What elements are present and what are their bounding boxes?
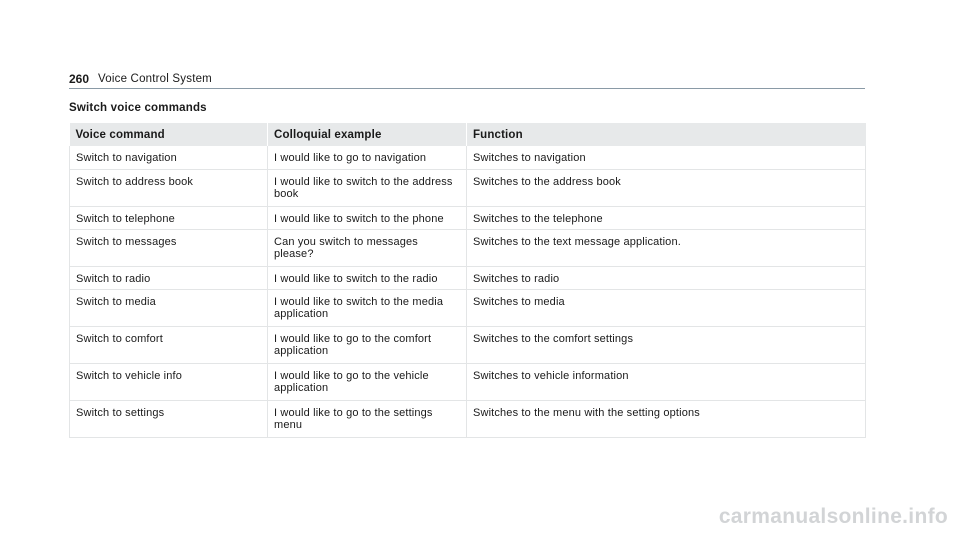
cell-function: Switches to the address book <box>467 169 866 206</box>
column-header-voice-command: Voice command <box>70 123 268 146</box>
cell-command: Switch to radio <box>70 266 268 289</box>
cell-example: I would like to go to navigation <box>268 146 467 169</box>
cell-function: Switches to the text message application. <box>467 229 866 266</box>
section-name: Voice Control System <box>98 73 212 85</box>
cell-command: Switch to telephone <box>70 206 268 229</box>
cell-example: I would like to go to the settings menu <box>268 400 467 437</box>
table-row <box>70 400 866 437</box>
cell-function: Switches to radio <box>467 266 866 289</box>
page-number: 260 <box>69 72 90 86</box>
voice-commands-table <box>69 123 866 438</box>
cell-command: Switch to address book <box>70 169 268 206</box>
table-row <box>70 206 866 229</box>
cell-command: Switch to media <box>70 289 268 326</box>
cell-function: Switches to the comfort settings <box>467 326 866 363</box>
cell-example: I would like to switch to the address book <box>268 169 467 206</box>
table-row <box>70 266 866 289</box>
cell-command: Switch to vehicle info <box>70 363 268 400</box>
column-header-function: Function <box>467 123 866 146</box>
cell-function: Switches to navigation <box>467 146 866 169</box>
cell-example: I would like to switch to the media application <box>268 289 467 326</box>
cell-example: I would like to go to the comfort application <box>268 326 467 363</box>
cell-function: Switches to the menu with the setting options <box>467 400 866 437</box>
cell-command: Switch to settings <box>70 400 268 437</box>
cell-example: I would like to go to the vehicle application <box>268 363 467 400</box>
section-title: Switch voice commands <box>69 102 207 114</box>
table-row <box>70 289 866 326</box>
cell-example: I would like to switch to the radio <box>268 266 467 289</box>
cell-function: Switches to the telephone <box>467 206 866 229</box>
table-row <box>70 146 866 169</box>
table-row <box>70 326 866 363</box>
column-header-colloquial-example: Colloquial example <box>268 123 467 146</box>
cell-command: Switch to navigation <box>70 146 268 169</box>
table-row <box>70 363 866 400</box>
table-header-row <box>70 123 866 146</box>
cell-example: Can you switch to messages please? <box>268 229 467 266</box>
cell-function: Switches to vehicle information <box>467 363 866 400</box>
watermark: carmanualsonline.info <box>718 505 948 528</box>
table-row <box>70 169 866 206</box>
cell-command: Switch to comfort <box>70 326 268 363</box>
cell-example: I would like to switch to the phone <box>268 206 467 229</box>
page-header <box>69 71 865 89</box>
table-row <box>70 229 866 266</box>
cell-function: Switches to media <box>467 289 866 326</box>
cell-command: Switch to messages <box>70 229 268 266</box>
